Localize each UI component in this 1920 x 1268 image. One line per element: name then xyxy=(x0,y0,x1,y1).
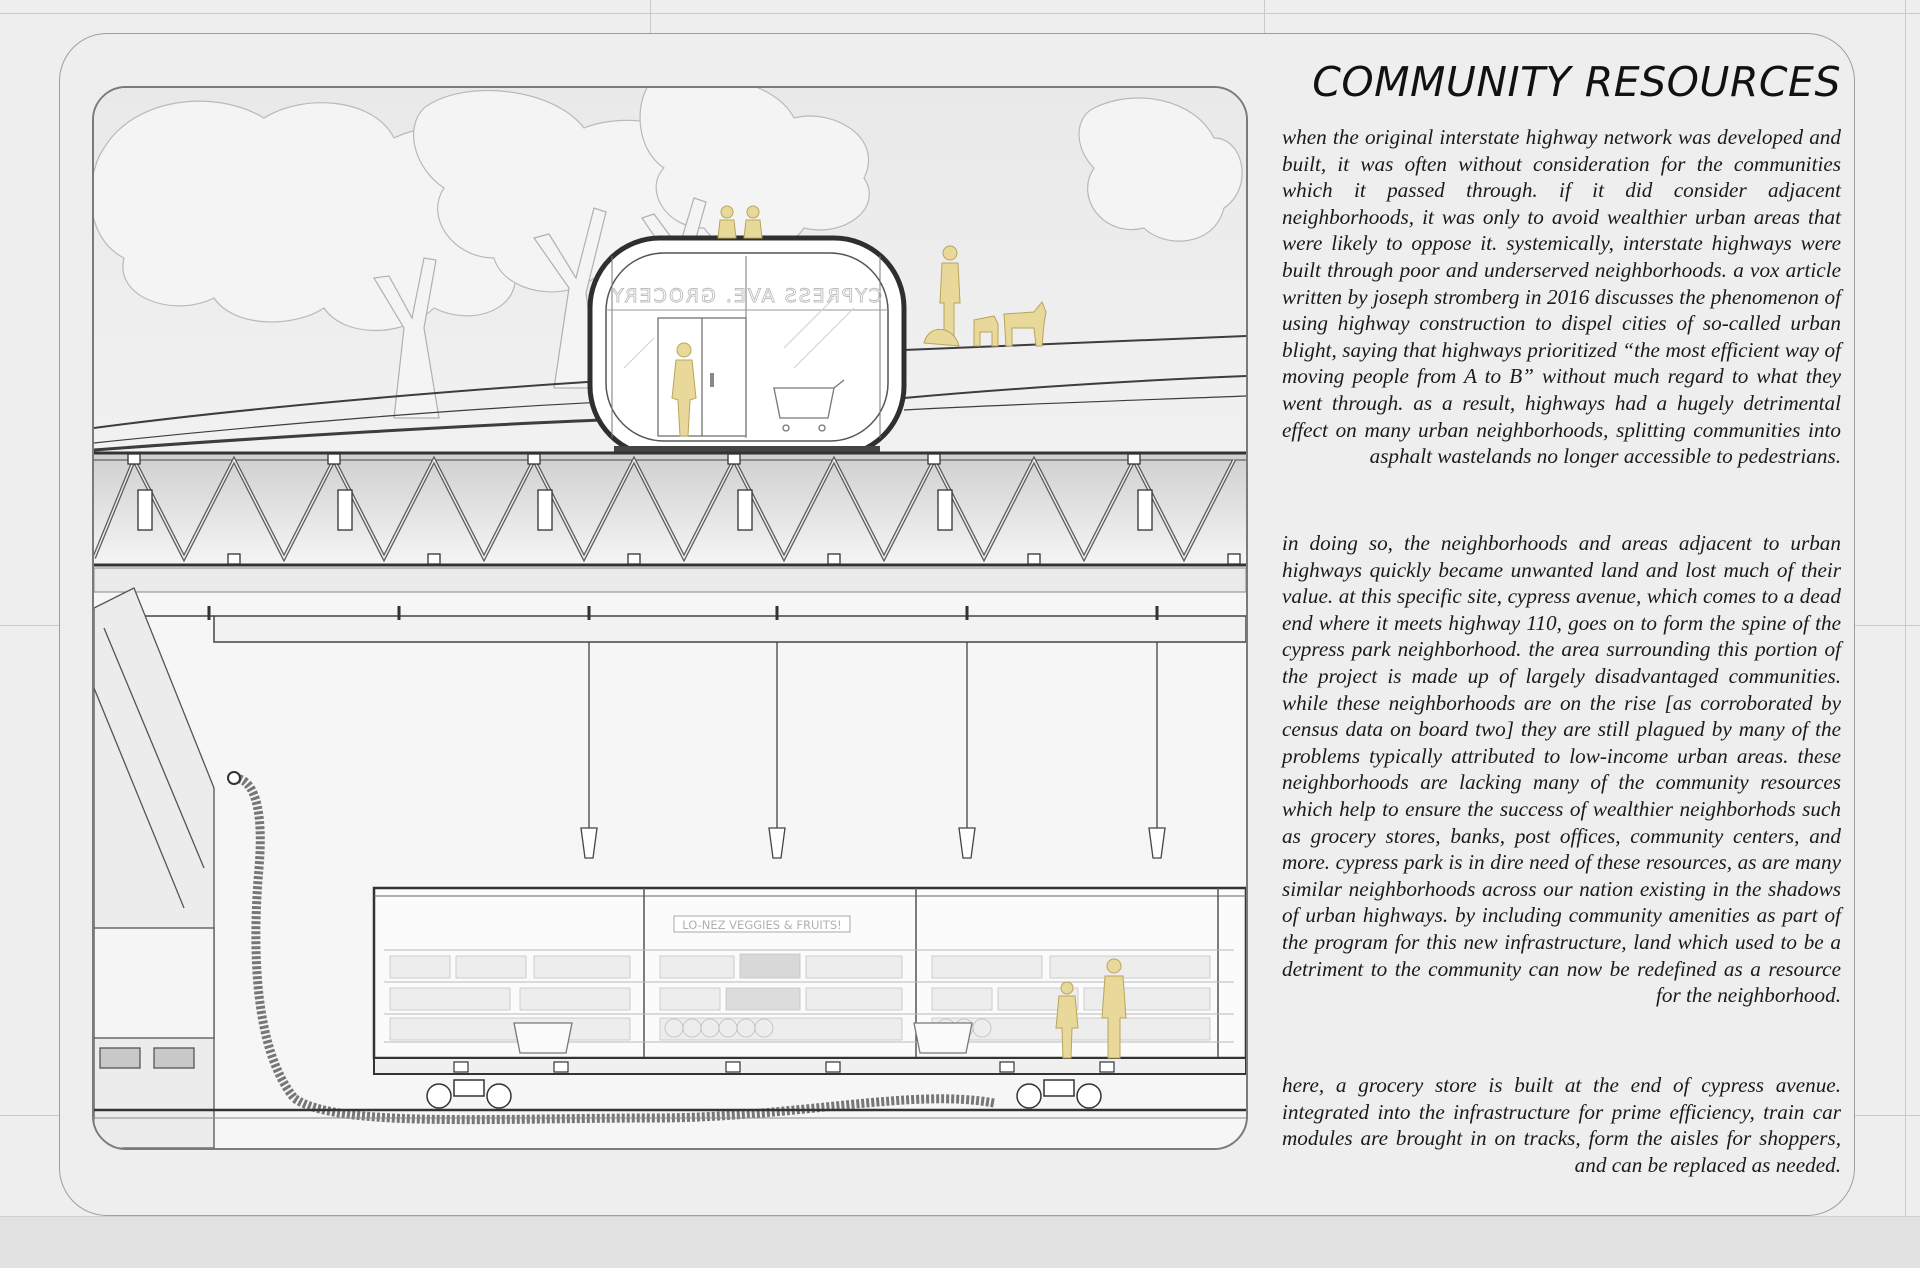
section-drawing-svg xyxy=(94,88,1246,1148)
aisle-sign: LO-NEZ VEGGIES & FRUITS! xyxy=(682,918,842,932)
ceiling-band xyxy=(94,568,1246,592)
section-drawing xyxy=(92,86,1248,1150)
text-panel xyxy=(1282,58,1841,1178)
grid-line xyxy=(0,13,1920,14)
body-paragraph: when the original interstate highway network was developed and built, it was often without consideration for the communities which it passed through. if it did consider adjacent neighborhoods, it was only to avoid wealthier urban areas that were likely to oppose it. systemically, interstate highways were built through poor and underserved neighborhoods. a vox article written by joseph stromberg in 2016 discusses the phenomenon of using highway construction to dispel cities of so-called urban blight, saying that highways prioritized “the most efficient way of moving people from A to B” without much regard to what they went through. as a result, highways had a hugely detrimental effect on many urban neighborhoods, splitting communities into asphalt wastelands no longer accessible to pedestrians. xyxy=(1282,125,1841,469)
page-title: COMMUNITY RESOURCES xyxy=(1312,58,1841,106)
grocery-pod xyxy=(590,238,904,456)
body-paragraph: here, a grocery store is built at the end of cypress avenue. integrated into the infrastructure for prime efficiency, train car modules are brought in on tracks, form the aisles for shoppers, and can be replaced as needed. xyxy=(1282,1073,1841,1177)
highway-deck-truss xyxy=(94,453,1246,565)
grid-line xyxy=(1905,0,1906,1216)
bottom-strip xyxy=(0,1216,1920,1268)
grocery-pod-sign: CYPRESS AVE. GROCERY xyxy=(610,285,882,307)
body-paragraph: in doing so, the neighborhoods and areas adjacent to urban highways quickly became unwanted land and lost much of their value. at this specific site, cypress avenue, which comes to a dead end where it meets highway 110, goes on to form the spine of the cypress park neighborhood. the area surrounding this portion of the project is made up of largely disadvantaged communities. while these neighborhoods are on the rise [as corroborated by census data on board two] they are still plagued by many of the problems typically attributed to low-income urban areas. these neighborhoods are lacking many of the community resources which help to ensure the success of wealthier neighborhods such as grocery stores, banks, post offices, community centers, and more. cypress park is in dire need of these resources, as are many similar neighborhoods across our nation existing in the shadows of urban highways. by including community amenities as part of the program for this new infrastructure, land which used to be a detriment to the community can now be redefined as a resource for the neighborhood. xyxy=(1282,531,1841,1008)
